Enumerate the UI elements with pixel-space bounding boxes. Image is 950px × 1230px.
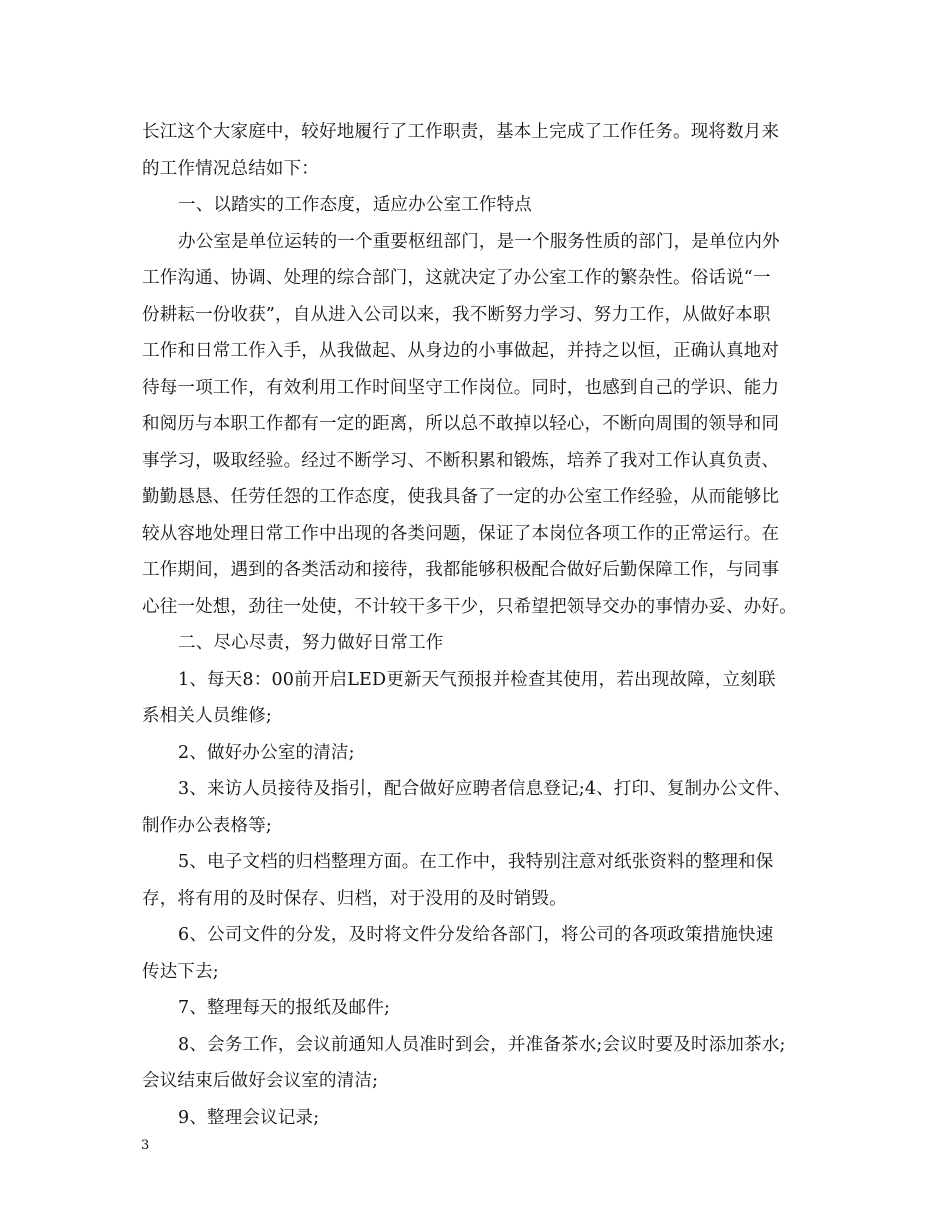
text-line: 待每一项工作，有效利用工作时间坚守工作岗位。同时，也感到自己的学识、能力 [142,377,780,398]
text-line: 办公室是单位运转的一个重要枢纽部门，是一个服务性质的部门，是单位内外 [178,231,780,252]
list-item: 9、整理会议记录; [178,1107,320,1128]
text-line: 心往一处想，劲往一处使，不计较干多干少，只希望把领导交办的事情办妥、办好。 [142,596,797,617]
text-line: 较从容地处理日常工作中出现的各类问题，保证了本岗位各项工作的正常运行。在 [142,523,780,544]
text-line: 会议结束后做好会议室的清洁; [142,1071,379,1091]
list-item: 2、做好办公室的清洁; [178,742,355,763]
text-line: 事学习，吸取经验。经过不断学习、不断积累和锻炼，培养了我对工作认真负责、 [142,450,780,471]
list-item: 7、整理每天的报纸及邮件; [178,998,391,1018]
text-line: 工作和日常工作入手，从我做起、从身边的小事做起，并持之以恒，正确认真地对 [142,341,780,361]
text-line: 工作沟通、协调、处理的综合部门，这就决定了办公室工作的繁杂性。俗话说“一 [142,268,771,288]
text-line: 的工作情况总结如下： [142,158,319,179]
list-item: 5、电子文档的归档整理方面。在工作中，我特别注意对纸张资料的整理和保 [178,852,774,872]
text-line: 份耕耘一份收获”，自从进入公司以来，我不断努力学习、努力工作，从做好本职 [142,304,771,325]
list-item: 1、每天8：00前开启LED更新天气预报并检查其使用，若出现故障，立刻联 [178,669,776,690]
list-item: 8、会务工作，会议前通知人员准时到会，并准备茶水;会议时要及时添加茶水; [178,1034,786,1055]
section-heading: 二、尽心尽责，努力做好日常工作 [178,633,444,653]
text-line: 长江这个大家庭中，较好地履行了工作职责，基本上完成了工作任务。现将数月来 [142,122,780,142]
text-line: 勤勤恳恳、任劳任怨的工作态度，使我具备了一定的办公室工作经验，从而能够比 [142,487,780,507]
list-item: 6、公司文件的分发，及时将文件分发给各部门，将公司的各项政策措施快速 [178,925,774,945]
document-body [142,114,822,1136]
list-item: 3、来访人员接待及指引，配合做好应聘者信息登记;4、打印、复制办公文件、 [178,779,791,799]
text-line: 系相关人员维修; [142,706,272,726]
text-line: 工作期间，遇到的各类活动和接待，我都能够积极配合做好后勤保障工作，与同事 [142,560,780,580]
text-line: 存，将有用的及时保存、归档，对于没用的及时销毁。 [142,888,567,909]
text-line: 制作办公表格等; [142,815,272,836]
text-line: 和阅历与本职工作都有一定的距离，所以总不敢掉以轻心，不断向周围的领导和同 [142,414,780,434]
page-number: 3 [141,1138,150,1153]
section-heading: 一、以踏实的工作态度，适应办公室工作特点 [178,195,532,215]
text-line: 传达下去; [142,961,219,982]
